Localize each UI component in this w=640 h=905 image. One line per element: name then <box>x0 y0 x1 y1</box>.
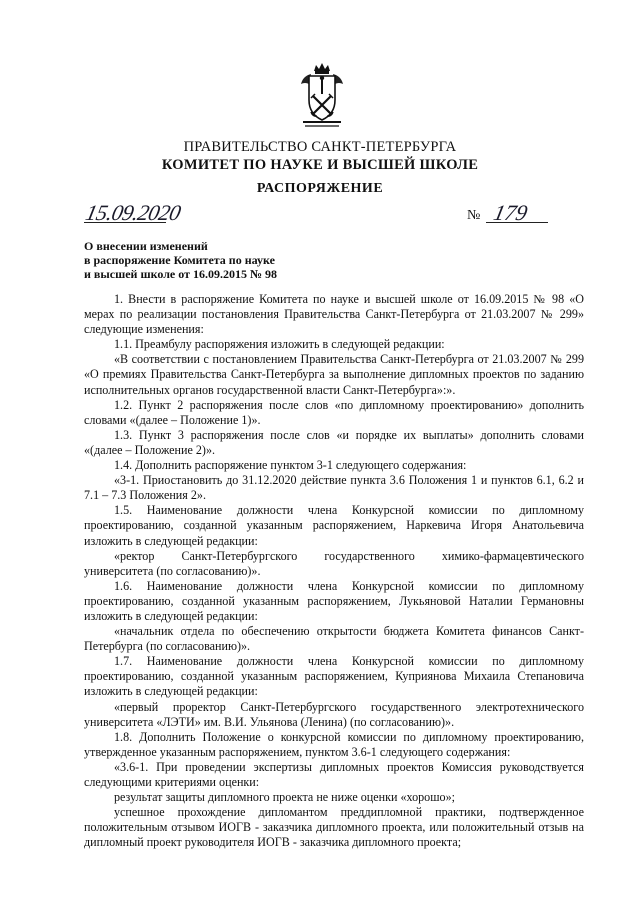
subject-line: в распоряжение Комитета по науке <box>84 253 275 267</box>
organization-committee: КОМИТЕТ ПО НАУКЕ И ВЫСШЕЙ ШКОЛЕ <box>161 157 479 173</box>
number-label: № <box>467 208 481 223</box>
body-paragraph: 1.4. Дополнить распоряжение пунктом 3-1 следующего содержания: <box>114 458 467 473</box>
body-paragraph: «В соответствии с постановлением Правительства Санкт-Петербурга от 21.03.2007 № 299 «О премиях Правительства Санкт-Петербурга за выполнение дипломных проектов по заданию исполнительных органов государственной власти Санкт-Петербурга»:». <box>84 352 584 397</box>
document-number: 179 <box>491 200 530 225</box>
body-paragraph: 1.8. Дополнить Положение о конкурсной комиссии по дипломному проектированию, утвержденное указанным распоряжением, пунктом 3.6-1 следующего содержания: <box>84 729 584 759</box>
organization-government: ПРАВИТЕЛЬСТВО САНКТ-ПЕТЕРБУРГА <box>183 139 457 155</box>
body-paragraph: 1.1. Преамбулу распоряжения изложить в следующей редакции: <box>114 337 445 352</box>
body-paragraph: «3-1. Приостановить до 31.12.2020 действие пункта 3.6 Положения 1 и пунктов 6.1, 6.2 и 7.1 – 7.3 Положения 2». <box>84 473 584 503</box>
document-subject <box>84 239 277 281</box>
body-paragraph: «начальник отдела по обеспечению открытости бюджета Комитета финансов Санкт-Петербурга (по согласованию)». <box>84 624 584 654</box>
document-type: РАСПОРЯЖЕНИЕ <box>256 181 384 196</box>
body-paragraph: «ректор Санкт-Петербургского государственного химико-фармацевтического университета (по согласованию)». <box>84 548 584 578</box>
subject-line: и высшей школе от 16.09.2015 № 98 <box>84 267 278 281</box>
body-paragraph: 1.7. Наименование должности члена Конкурсной комиссии по дипломному проектированию, созданной указанным распоряжением, Куприянова Михаила Степановича изложить в следующей редакции: <box>84 654 584 699</box>
body-paragraph: «первый проректор Санкт-Петербургского государственного электротехнического университета «ЛЭТИ» им. В.И. Ульянова (Ленина) (по согласованию)». <box>84 699 584 729</box>
body-paragraph: «3.6-1. При проведении экспертизы дипломных проектов Комиссия руководствуется следующими критериями оценки: <box>84 759 584 789</box>
body-paragraph: 1.6. Наименование должности члена Конкурсной комиссии по дипломному проектированию, созданной указанным распоряжением, Лукьяновой Наталии Германовны изложить в следующей редакции: <box>84 578 584 623</box>
body-paragraph: 1.5. Наименование должности члена Конкурсной комиссии по дипломному проектированию, созданной указанным распоряжением, Наркевича Игоря Анатольевича изложить в следующей редакции: <box>84 503 584 548</box>
body-paragraph: результат защиты дипломного проекта не ниже оценки «хорошо»; <box>114 790 455 805</box>
subject-line: О внесении изменений <box>84 239 208 253</box>
document-date: 15.09.2020 <box>83 200 183 225</box>
body-paragraph: успешное прохождение дипломантом преддипломной практики, подтвержденное положительным отзывом ИОГВ - заказчика дипломного проекта, или положительный отзыв на дипломный проект руководителя ИОГВ - заказчика дипломного проекта; <box>84 805 584 850</box>
document-body <box>84 292 584 850</box>
number-underline <box>486 222 548 223</box>
body-paragraph: 1.2. Пункт 2 распоряжения после слов «по дипломному проектированию» дополнить словами «(далее – Положение 1)». <box>84 397 584 427</box>
body-paragraph: 1. Внести в распоряжение Комитета по науке и высшей школе от 16.09.2015 № 98 «О мерах по реализации постановления Правительства Санкт-Петербурга от 21.03.2007 № 299» следующие изменения: <box>84 292 584 337</box>
st-petersburg-coat-of-arms-icon <box>297 62 347 128</box>
body-paragraph: 1.3. Пункт 3 распоряжения после слов «и порядке их выплаты» дополнить словами «(далее – Положение 2)». <box>84 427 584 457</box>
date-underline <box>84 222 166 223</box>
